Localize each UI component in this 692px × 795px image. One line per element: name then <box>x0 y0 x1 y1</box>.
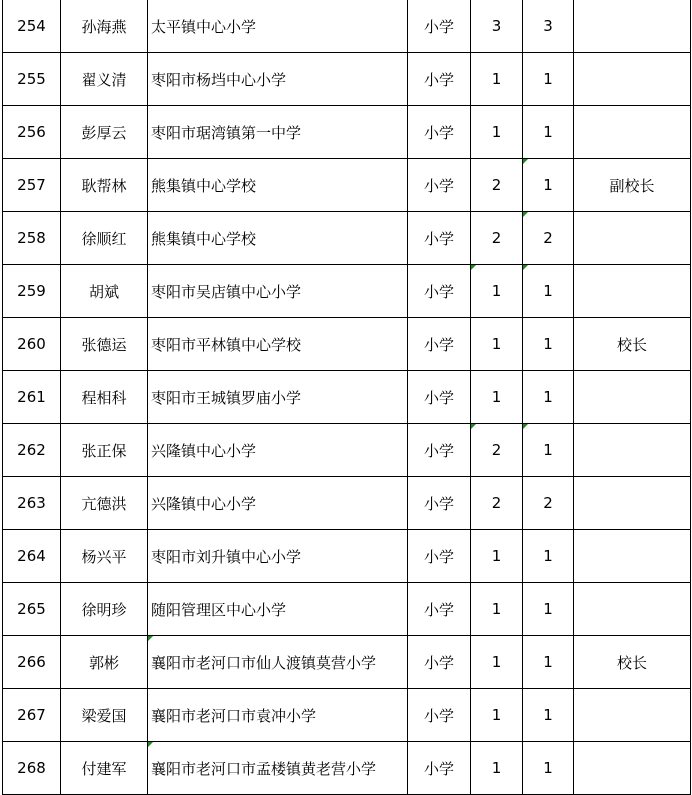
position-cell[interactable] <box>574 636 691 689</box>
level-cell[interactable] <box>408 0 471 53</box>
level-cell-text: 小学 <box>423 70 454 89</box>
comment-indicator-icon <box>523 424 528 429</box>
school-cell[interactable] <box>148 689 408 742</box>
school-cell-text: 兴隆镇中心小学 <box>151 441 257 460</box>
position-cell[interactable] <box>574 477 691 530</box>
table-row <box>3 371 691 424</box>
count-b-cell-text: 1 <box>543 70 553 88</box>
row-number-cell-text: 267 <box>17 706 46 724</box>
count-a-cell-text: 1 <box>491 759 502 777</box>
count-b-cell-text: 1 <box>543 653 553 671</box>
name-cell[interactable] <box>61 689 148 742</box>
name-cell-text: 孙海燕 <box>81 17 127 36</box>
row-number-cell[interactable] <box>3 265 61 318</box>
count-b-cell[interactable] <box>523 265 574 318</box>
table-row <box>3 53 691 106</box>
level-cell[interactable] <box>408 53 471 106</box>
position-cell-text: 校长 <box>616 653 647 672</box>
count-b-cell[interactable] <box>523 106 574 159</box>
row-number-cell-text: 261 <box>17 388 46 406</box>
row-number-cell-text: 254 <box>17 17 46 35</box>
table-body <box>3 0 691 795</box>
name-cell-text: 张德运 <box>81 335 127 354</box>
name-cell[interactable] <box>61 636 148 689</box>
row-number-cell-text: 256 <box>17 123 46 141</box>
school-cell[interactable] <box>148 265 408 318</box>
row-number-cell[interactable] <box>3 53 61 106</box>
level-cell[interactable] <box>408 636 471 689</box>
level-cell[interactable] <box>408 212 471 265</box>
table-row <box>3 636 691 689</box>
count-a-cell-text: 2 <box>491 229 502 247</box>
name-cell-text: 梁爱国 <box>81 706 127 725</box>
count-b-cell[interactable] <box>523 159 574 212</box>
level-cell[interactable] <box>408 583 471 636</box>
table-row <box>3 318 691 371</box>
school-cell[interactable] <box>148 424 408 477</box>
school-cell[interactable] <box>148 106 408 159</box>
count-b-cell-text: 1 <box>543 388 553 406</box>
school-cell-text: 随阳管理区中心小学 <box>151 600 287 619</box>
row-number-cell[interactable] <box>3 318 61 371</box>
table-row <box>3 265 691 318</box>
row-number-cell-text: 258 <box>17 229 46 247</box>
position-cell-text: 副校长 <box>609 176 655 195</box>
comment-indicator-icon <box>148 636 153 641</box>
count-a-cell[interactable] <box>471 159 523 212</box>
school-cell[interactable] <box>148 371 408 424</box>
school-cell[interactable] <box>148 636 408 689</box>
name-cell[interactable] <box>61 53 148 106</box>
count-a-cell-text: 1 <box>491 547 502 565</box>
table-row <box>3 212 691 265</box>
count-a-cell-text: 1 <box>491 706 502 724</box>
position-cell[interactable] <box>574 742 691 795</box>
count-a-cell-text: 3 <box>491 17 502 35</box>
school-cell[interactable] <box>148 53 408 106</box>
level-cell-text: 小学 <box>423 282 454 301</box>
count-a-cell[interactable] <box>471 583 523 636</box>
level-cell-text: 小学 <box>423 547 454 566</box>
level-cell-text: 小学 <box>423 17 454 36</box>
row-number-cell[interactable] <box>3 689 61 742</box>
name-cell[interactable] <box>61 106 148 159</box>
row-number-cell[interactable] <box>3 212 61 265</box>
table-row <box>3 0 691 53</box>
position-cell[interactable] <box>574 106 691 159</box>
comment-indicator-icon <box>523 265 528 270</box>
count-a-cell[interactable] <box>471 477 523 530</box>
row-number-cell[interactable] <box>3 371 61 424</box>
school-cell-text: 襄阳市老河口市仙人渡镇莫营小学 <box>151 653 377 672</box>
count-a-cell[interactable] <box>471 530 523 583</box>
level-cell[interactable] <box>408 530 471 583</box>
count-a-cell[interactable] <box>471 212 523 265</box>
count-b-cell-text: 1 <box>543 176 553 194</box>
count-b-cell-text: 2 <box>543 229 553 247</box>
table-row <box>3 742 691 795</box>
count-a-cell-text: 1 <box>491 70 502 88</box>
name-cell[interactable] <box>61 424 148 477</box>
count-b-cell[interactable] <box>523 371 574 424</box>
count-a-cell-text: 1 <box>491 282 502 300</box>
school-cell-text: 襄阳市老河口市孟楼镇黄老营小学 <box>151 759 377 778</box>
level-cell[interactable] <box>408 318 471 371</box>
name-cell[interactable] <box>61 318 148 371</box>
count-b-cell-text: 1 <box>543 759 553 777</box>
position-cell[interactable] <box>574 159 691 212</box>
count-a-cell-text: 1 <box>491 335 502 353</box>
row-number-cell-text: 265 <box>17 600 46 618</box>
count-a-cell[interactable] <box>471 636 523 689</box>
level-cell-text: 小学 <box>423 229 454 248</box>
row-number-cell-text: 257 <box>17 176 46 194</box>
position-cell[interactable] <box>574 212 691 265</box>
name-cell-text: 耿帮林 <box>81 176 127 195</box>
level-cell-text: 小学 <box>423 706 454 725</box>
row-number-cell-text: 262 <box>17 441 46 459</box>
level-cell-text: 小学 <box>423 600 454 619</box>
count-b-cell-text: 1 <box>543 600 553 618</box>
level-cell-text: 小学 <box>423 176 454 195</box>
row-number-cell-text: 268 <box>17 759 46 777</box>
position-cell[interactable] <box>574 265 691 318</box>
count-b-cell-text: 3 <box>543 17 553 35</box>
table-row <box>3 583 691 636</box>
row-number-cell[interactable] <box>3 424 61 477</box>
level-cell-text: 小学 <box>423 123 454 142</box>
position-cell-text: 校长 <box>616 335 647 354</box>
name-cell-text: 徐顺红 <box>81 229 127 248</box>
level-cell[interactable] <box>408 265 471 318</box>
school-cell[interactable] <box>148 477 408 530</box>
table-row <box>3 530 691 583</box>
count-a-cell[interactable] <box>471 318 523 371</box>
count-a-cell-text: 2 <box>491 176 502 194</box>
school-cell-text: 枣阳市王城镇罗庙小学 <box>151 388 302 407</box>
name-cell[interactable] <box>61 0 148 53</box>
count-a-cell-text: 1 <box>491 123 502 141</box>
school-cell[interactable] <box>148 212 408 265</box>
row-number-cell-text: 266 <box>17 653 46 671</box>
row-number-cell[interactable] <box>3 477 61 530</box>
name-cell[interactable] <box>61 159 148 212</box>
row-number-cell-text: 263 <box>17 494 46 512</box>
comment-indicator-icon <box>148 742 153 747</box>
row-number-cell[interactable] <box>3 0 61 53</box>
level-cell[interactable] <box>408 371 471 424</box>
table-row <box>3 106 691 159</box>
name-cell[interactable] <box>61 530 148 583</box>
count-b-cell[interactable] <box>523 477 574 530</box>
count-b-cell-text: 1 <box>543 441 553 459</box>
count-a-cell-text: 1 <box>491 653 502 671</box>
count-b-cell[interactable] <box>523 636 574 689</box>
count-b-cell[interactable] <box>523 53 574 106</box>
count-b-cell-text: 1 <box>543 335 553 353</box>
position-cell[interactable] <box>574 424 691 477</box>
count-a-cell[interactable] <box>471 53 523 106</box>
table-row <box>3 159 691 212</box>
name-cell[interactable] <box>61 212 148 265</box>
school-cell-text: 襄阳市老河口市袁冲小学 <box>151 706 317 725</box>
name-cell-text: 郭彬 <box>88 653 119 672</box>
count-b-cell[interactable] <box>523 742 574 795</box>
level-cell-text: 小学 <box>423 759 454 778</box>
table-row <box>3 477 691 530</box>
count-b-cell-text: 1 <box>543 706 553 724</box>
position-cell[interactable] <box>574 318 691 371</box>
table-row <box>3 424 691 477</box>
comment-indicator-icon <box>471 265 476 270</box>
count-b-cell-text: 1 <box>543 547 553 565</box>
school-cell-text: 兴隆镇中心小学 <box>151 494 257 513</box>
count-b-cell[interactable] <box>523 583 574 636</box>
level-cell-text: 小学 <box>423 494 454 513</box>
level-cell-text: 小学 <box>423 441 454 460</box>
name-cell-text: 彭厚云 <box>81 123 127 142</box>
school-cell-text: 熊集镇中心学校 <box>151 176 257 195</box>
school-cell-text: 枣阳市平林镇中心学校 <box>151 335 302 354</box>
school-cell-text: 枣阳市杨垱中心小学 <box>151 70 287 89</box>
name-cell-text: 杨兴平 <box>81 547 127 566</box>
name-cell-text: 徐明珍 <box>81 600 127 619</box>
name-cell-text: 张正保 <box>81 441 127 460</box>
row-number-cell[interactable] <box>3 742 61 795</box>
row-number-cell[interactable] <box>3 636 61 689</box>
level-cell[interactable] <box>408 477 471 530</box>
level-cell[interactable] <box>408 424 471 477</box>
count-b-cell-text: 1 <box>543 123 553 141</box>
count-b-cell-text: 2 <box>543 494 553 512</box>
name-cell-text: 付建军 <box>81 759 127 778</box>
row-number-cell-text: 259 <box>17 282 46 300</box>
position-cell[interactable] <box>574 530 691 583</box>
level-cell[interactable] <box>408 159 471 212</box>
comment-indicator-icon <box>471 424 476 429</box>
school-cell[interactable] <box>148 318 408 371</box>
level-cell-text: 小学 <box>423 335 454 354</box>
count-a-cell[interactable] <box>471 424 523 477</box>
row-number-cell-text: 260 <box>17 335 46 353</box>
count-b-cell[interactable] <box>523 0 574 53</box>
school-cell-text: 太平镇中心小学 <box>151 17 257 36</box>
school-cell[interactable] <box>148 0 408 53</box>
position-cell[interactable] <box>574 371 691 424</box>
count-a-cell[interactable] <box>471 0 523 53</box>
count-a-cell[interactable] <box>471 106 523 159</box>
count-a-cell[interactable] <box>471 689 523 742</box>
row-number-cell[interactable] <box>3 583 61 636</box>
count-a-cell[interactable] <box>471 265 523 318</box>
count-a-cell-text: 1 <box>491 600 502 618</box>
count-b-cell-text: 1 <box>543 282 553 300</box>
level-cell[interactable] <box>408 742 471 795</box>
level-cell[interactable] <box>408 689 471 742</box>
name-cell[interactable] <box>61 371 148 424</box>
name-cell[interactable] <box>61 583 148 636</box>
position-cell[interactable] <box>574 53 691 106</box>
table-row <box>3 689 691 742</box>
name-cell-text: 亢德洪 <box>81 494 127 513</box>
count-a-cell-text: 2 <box>491 441 502 459</box>
data-table <box>2 0 691 795</box>
position-cell[interactable] <box>574 583 691 636</box>
count-a-cell[interactable] <box>471 742 523 795</box>
row-number-cell[interactable] <box>3 530 61 583</box>
count-b-cell[interactable] <box>523 689 574 742</box>
row-number-cell-text: 255 <box>17 70 46 88</box>
name-cell[interactable] <box>61 477 148 530</box>
school-cell-text: 枣阳市吴店镇中心小学 <box>151 282 302 301</box>
level-cell-text: 小学 <box>423 388 454 407</box>
count-a-cell-text: 2 <box>491 494 502 512</box>
school-cell[interactable] <box>148 742 408 795</box>
row-number-cell-text: 264 <box>17 547 46 565</box>
count-b-cell[interactable] <box>523 318 574 371</box>
name-cell-text: 翟义清 <box>81 70 127 89</box>
level-cell[interactable] <box>408 106 471 159</box>
count-a-cell-text: 1 <box>491 388 502 406</box>
level-cell-text: 小学 <box>423 653 454 672</box>
row-number-cell[interactable] <box>3 106 61 159</box>
count-b-cell[interactable] <box>523 424 574 477</box>
school-cell-text: 枣阳市琚湾镇第一中学 <box>151 123 302 142</box>
position-cell[interactable] <box>574 0 691 53</box>
comment-indicator-icon <box>523 159 528 164</box>
school-cell[interactable] <box>148 583 408 636</box>
name-cell[interactable] <box>61 265 148 318</box>
count-b-cell[interactable] <box>523 212 574 265</box>
position-cell[interactable] <box>574 689 691 742</box>
name-cell-text: 程相科 <box>81 388 127 407</box>
count-a-cell[interactable] <box>471 371 523 424</box>
school-cell[interactable] <box>148 159 408 212</box>
name-cell-text: 胡斌 <box>88 282 119 301</box>
row-number-cell[interactable] <box>3 159 61 212</box>
name-cell[interactable] <box>61 742 148 795</box>
comment-indicator-icon <box>523 212 528 217</box>
school-cell[interactable] <box>148 530 408 583</box>
school-cell-text: 熊集镇中心学校 <box>151 229 257 248</box>
school-cell-text: 枣阳市刘升镇中心小学 <box>151 547 302 566</box>
count-b-cell[interactable] <box>523 530 574 583</box>
